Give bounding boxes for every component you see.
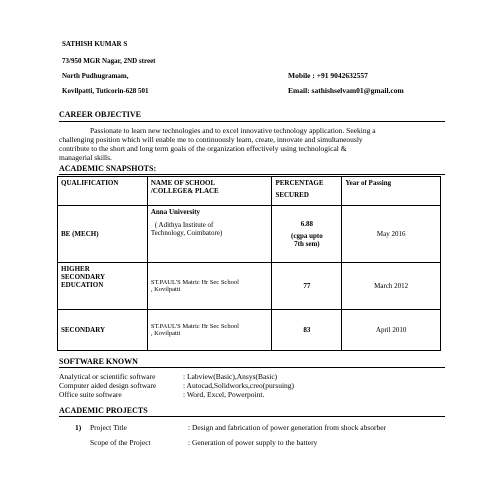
table-row — [58, 263, 441, 310]
percentage-cell: 83 — [272, 310, 342, 351]
school-cell: ST.PAUL'S Matric Hr Sec School , Kovilpatti — [147, 263, 272, 310]
career-text-line: managerial skills. — [59, 153, 112, 162]
software-value: : Word, Excel, Powerpoint. — [183, 390, 265, 399]
address-line-1: 73/950 MGR Nagar, 2ND street — [62, 57, 156, 65]
section-divider — [59, 121, 445, 122]
project-title-label: Project Title — [90, 423, 127, 432]
academic-snapshots-heading: ACADEMIC SNAPSHOTS: — [59, 164, 157, 173]
academic-projects-heading: ACADEMIC PROJECTS — [59, 406, 148, 415]
year-cell: March 2012 — [342, 263, 441, 310]
qualification-cell: SECONDARY — [58, 310, 148, 351]
address-line-3: Kovilpatti, Tuticorin-628 501 — [62, 87, 149, 95]
career-text-line: contribute to the short and long term goals of the organization effectively using technological & — [59, 144, 347, 153]
percentage-cell: 6.88 (cgpa upto 7th sem) — [272, 206, 342, 263]
table-header-row — [58, 177, 441, 206]
qualification-cell: BE (MECH) — [58, 206, 148, 263]
header-year: Year of Passing — [342, 177, 441, 206]
email-address[interactable]: Email: sathishselvam01@gmail.com — [288, 86, 404, 95]
software-value: : Labview(Basic),Ansys(Basic) — [183, 372, 278, 381]
school-cell: ST.PAUL'S Matric Hr Sec School , Kovilpatti — [147, 310, 272, 351]
section-divider — [59, 174, 445, 175]
project-number: 1) — [75, 423, 82, 432]
software-label: Computer aided design software — [59, 381, 157, 390]
percentage-cell: 77 — [272, 263, 342, 310]
career-text-line: Passionate to learn new technologies and to excel innovative technology application. Seeking a — [90, 126, 376, 135]
header-percentage: PERCENTAGE SECURED — [272, 177, 342, 206]
project-scope-label: Scope of the Project — [90, 438, 151, 447]
table-row — [58, 206, 441, 263]
project-scope-value: : Generation of power supply to the battery — [188, 438, 318, 447]
career-text-line: challenging position which will enable me to continuously learn, create, innovate and simultaneously — [59, 135, 363, 144]
software-value: : Autocad,Solidworks,creo(pursuing) — [183, 381, 295, 390]
year-cell: April 2010 — [342, 310, 441, 351]
software-label: Analytical or scientific software — [59, 372, 156, 381]
academic-table — [57, 176, 441, 351]
header-school: NAME OF SCHOOL /COLLEGE& PLACE — [147, 177, 272, 206]
school-cell: Anna University ( Adithya Institute of Technology, Coimbatore) — [147, 206, 272, 263]
candidate-name: SATHISH KUMAR S — [62, 40, 128, 48]
project-title-value: : Design and fabrication of power generation from shock absorber — [188, 423, 387, 432]
section-divider — [59, 416, 445, 417]
qualification-cell: HIGHER SECONDARY EDUCATION — [58, 263, 148, 310]
table-row — [58, 310, 441, 351]
software-known-heading: SOFTWARE KNOWN — [59, 357, 138, 366]
year-cell: May 2016 — [342, 206, 441, 263]
software-label: Office suite software — [59, 390, 122, 399]
address-line-2: North Pudhugramam, — [62, 72, 129, 80]
mobile-number: Mobile : +91 9042632557 — [288, 71, 368, 80]
career-objective-heading: CAREER OBJECTIVE — [59, 110, 142, 119]
header-qualification: QUALIFICATION — [58, 177, 148, 206]
section-divider — [59, 367, 445, 368]
